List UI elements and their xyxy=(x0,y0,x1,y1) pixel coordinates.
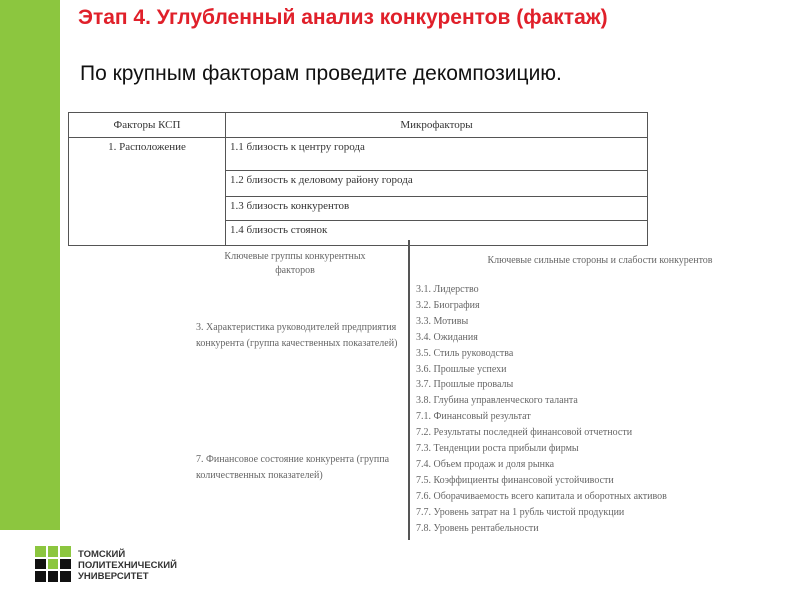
divider xyxy=(408,240,410,540)
micro-cell: 1.3 близость конкурентов xyxy=(226,197,648,221)
list-item: 3.3. Мотивы xyxy=(416,315,469,327)
slide-subtitle: По крупным факторам проведите декомпозицию. xyxy=(80,62,562,85)
list-item: 7.5. Коэффициенты финансовой устойчивости xyxy=(416,474,614,486)
factor-cell: 1. Расположение xyxy=(69,138,226,246)
list-item: 7.2. Результаты последней финансовой отчетности xyxy=(416,427,633,439)
list-item: 3.2. Биография xyxy=(416,299,480,311)
right-header: Ключевые сильные стороны и слабости конкурентов xyxy=(487,255,713,266)
items-list xyxy=(416,282,667,537)
list-item: 3.6. Прошлые успехи xyxy=(416,363,507,375)
factors-table xyxy=(68,112,648,246)
logo-line: ПОЛИТЕХНИЧЕСКИЙ xyxy=(78,560,177,571)
header-microfactors: Микрофакторы xyxy=(226,113,648,138)
slide-title: Этап 4. Углубленный анализ конкурентов (фактаж) xyxy=(78,6,608,29)
micro-cell: 1.1 близость к центру города xyxy=(226,138,648,171)
left-header: Ключевые группы конкурентных факторов xyxy=(224,251,366,276)
micro-cell: 1.2 близость к деловому району города xyxy=(226,171,648,197)
logo-text xyxy=(78,549,177,582)
list-item: 3.5. Стиль руководства xyxy=(416,347,514,359)
list-item: 3.4. Ожидания xyxy=(416,331,478,343)
list-item: 7.8. Уровень рентабельности xyxy=(416,522,539,534)
logo-line: УНИВЕРСИТЕТ xyxy=(78,571,149,582)
logo-line: ТОМСКИЙ xyxy=(78,549,126,560)
group-3: 3. Характеристика руководителей предприятия конкурента (группа качественных показателей) xyxy=(196,322,398,349)
micro-cell: 1.4 близость стоянок xyxy=(226,221,648,246)
group-7: 7. Финансовое состояние конкурента (группа количественных показателей) xyxy=(196,454,390,481)
header-factors: Факторы КСП xyxy=(69,113,226,138)
list-item: 7.4. Объем продаж и доля рынка xyxy=(416,458,555,470)
list-item: 3.8. Глубина управленческого таланта xyxy=(416,395,578,407)
list-item: 7.3. Тенденции роста прибыли фирмы xyxy=(416,443,579,455)
tpu-logo-icon xyxy=(35,546,71,582)
accent-bar xyxy=(0,0,60,530)
list-item: 3.7. Прошлые провалы xyxy=(416,379,514,391)
list-item: 7.7. Уровень затрат на 1 рубль чистой продукции xyxy=(416,506,625,518)
list-item: 7.1. Финансовый результат xyxy=(416,411,531,423)
list-item: 3.1. Лидерство xyxy=(416,284,479,295)
list-item: 7.6. Оборачиваемость всего капитала и оборотных активов xyxy=(416,490,667,502)
